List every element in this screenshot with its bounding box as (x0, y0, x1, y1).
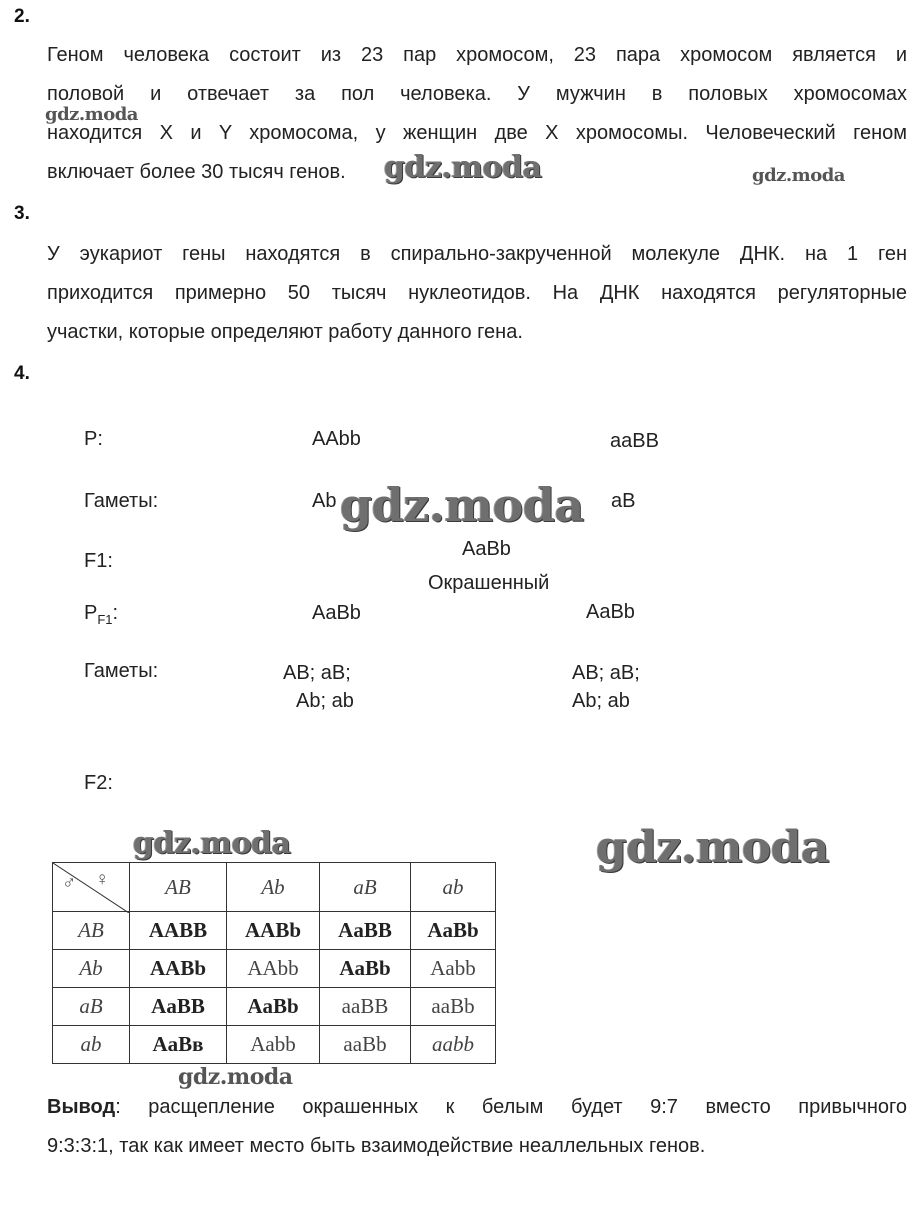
p-parent-1: AAbb (312, 428, 361, 450)
punnett-square (52, 862, 496, 1064)
gametes-label: Гаметы: (84, 490, 159, 512)
genotype-cell: AABb (130, 950, 227, 988)
conclusion (47, 1088, 907, 1166)
genotype-cell: aabb (411, 1026, 496, 1064)
watermark: gdz.moda (596, 822, 830, 873)
genotype-cell: AaBb (320, 950, 411, 988)
pf1-parent-2: AaBb (586, 601, 635, 623)
conclusion-label: Вывод (47, 1096, 116, 1118)
genotype-cell: AaBb (227, 988, 320, 1026)
section-number-3: 3. (14, 203, 30, 224)
genotype-cell: Aabb (227, 1026, 320, 1064)
gametes-2-right-line-1: AB; aB; (572, 662, 640, 684)
conclusion-line-1 (47, 1088, 907, 1127)
gametes-2-left-line-1: AB; aB; (283, 662, 351, 684)
genotype-cell: AaBB (320, 912, 411, 950)
genotype-cell: Aabb (411, 950, 496, 988)
row-header: ab (53, 1026, 130, 1064)
row-header: AB (53, 912, 130, 950)
watermark: gdz.moda (340, 478, 584, 532)
punnett-row (53, 912, 496, 950)
column-header: aB (320, 863, 411, 912)
watermark: gdz.moda (178, 1064, 293, 1090)
section-3-text (47, 235, 907, 352)
watermark: gdz.moda (133, 826, 291, 861)
section-number-4: 4. (14, 363, 30, 384)
punnett-header-row (53, 863, 496, 912)
genotype-cell: AABb (227, 912, 320, 950)
pf1-parent-1: AaBb (312, 602, 361, 624)
genotype-cell: AaBв (130, 1026, 227, 1064)
genotype-cell: aaBb (320, 1026, 411, 1064)
watermark: gdz.moda (45, 104, 138, 125)
section-3-line: приходится примерно 50 тысяч нуклеотидов. На ДНК находятся регуляторные (47, 282, 907, 304)
genotype-cell: aaBB (320, 988, 411, 1026)
conclusion-line-2: 9:3:3:1, так как имеет место быть взаимодействие неаллельных генов. (47, 1135, 706, 1157)
punnett-row (53, 988, 496, 1026)
f1-phenotype: Окрашенный (428, 572, 550, 594)
row-header: aB (53, 988, 130, 1026)
column-header: Ab (227, 863, 320, 912)
column-header: ab (411, 863, 496, 912)
pf1-label-main: P (84, 602, 98, 624)
punnett-row (53, 1026, 496, 1064)
section-2-line: Геном человека состоит из 23 пар хромосом, 23 пара хромосом является и (47, 44, 907, 66)
gametes-2-left-line-2: Ab; ab (296, 690, 354, 712)
gametes-2-right-line-2: Ab; ab (572, 690, 630, 712)
conclusion-text-1: : расщепление окрашенных к белым будет 9:7 вместо привычного (115, 1096, 907, 1118)
female-symbol-icon: ♀ (95, 869, 110, 890)
f1-genotype: AaBb (462, 538, 511, 560)
f1-label: F1: (84, 550, 113, 572)
pf1-label (84, 602, 118, 627)
section-3-line: У эукариот гены находятся в спирально-закрученной молекуле ДНК. на 1 ген (47, 243, 907, 265)
p-label: P: (84, 428, 103, 450)
watermark: gdz.moda (752, 165, 845, 186)
section-2-line: половой и отвечает за пол человека. У мужчин в половых хромосомах (47, 83, 907, 105)
section-number-2: 2. (14, 6, 30, 27)
punnett-row (53, 950, 496, 988)
gamete-1: Ab (312, 490, 337, 512)
male-symbol-icon: ♂ (62, 873, 77, 894)
punnett-corner (53, 863, 130, 912)
pf1-label-colon: : (112, 602, 119, 624)
gamete-2: aB (611, 490, 636, 512)
watermark: gdz.moda (384, 150, 542, 185)
section-2-line: включает более 30 тысяч генов. (47, 161, 346, 183)
genotype-cell: AABB (130, 912, 227, 950)
section-2-line: находится X и Y хромосома, у женщин две X хромосомы. Человеческий геном (47, 122, 907, 144)
gametes-2-label: Гаметы: (84, 660, 159, 682)
genotype-cell: aaBb (411, 988, 496, 1026)
row-header: Ab (53, 950, 130, 988)
column-header: AB (130, 863, 227, 912)
p-parent-2: aaBB (610, 430, 659, 452)
genotype-cell: AaBB (130, 988, 227, 1026)
genotype-cell: AAbb (227, 950, 320, 988)
f2-label: F2: (84, 772, 113, 794)
section-3-line: участки, которые определяют работу данного гена. (47, 321, 523, 343)
pf1-label-sub: F1 (97, 612, 113, 627)
genotype-cell: AaBb (411, 912, 496, 950)
